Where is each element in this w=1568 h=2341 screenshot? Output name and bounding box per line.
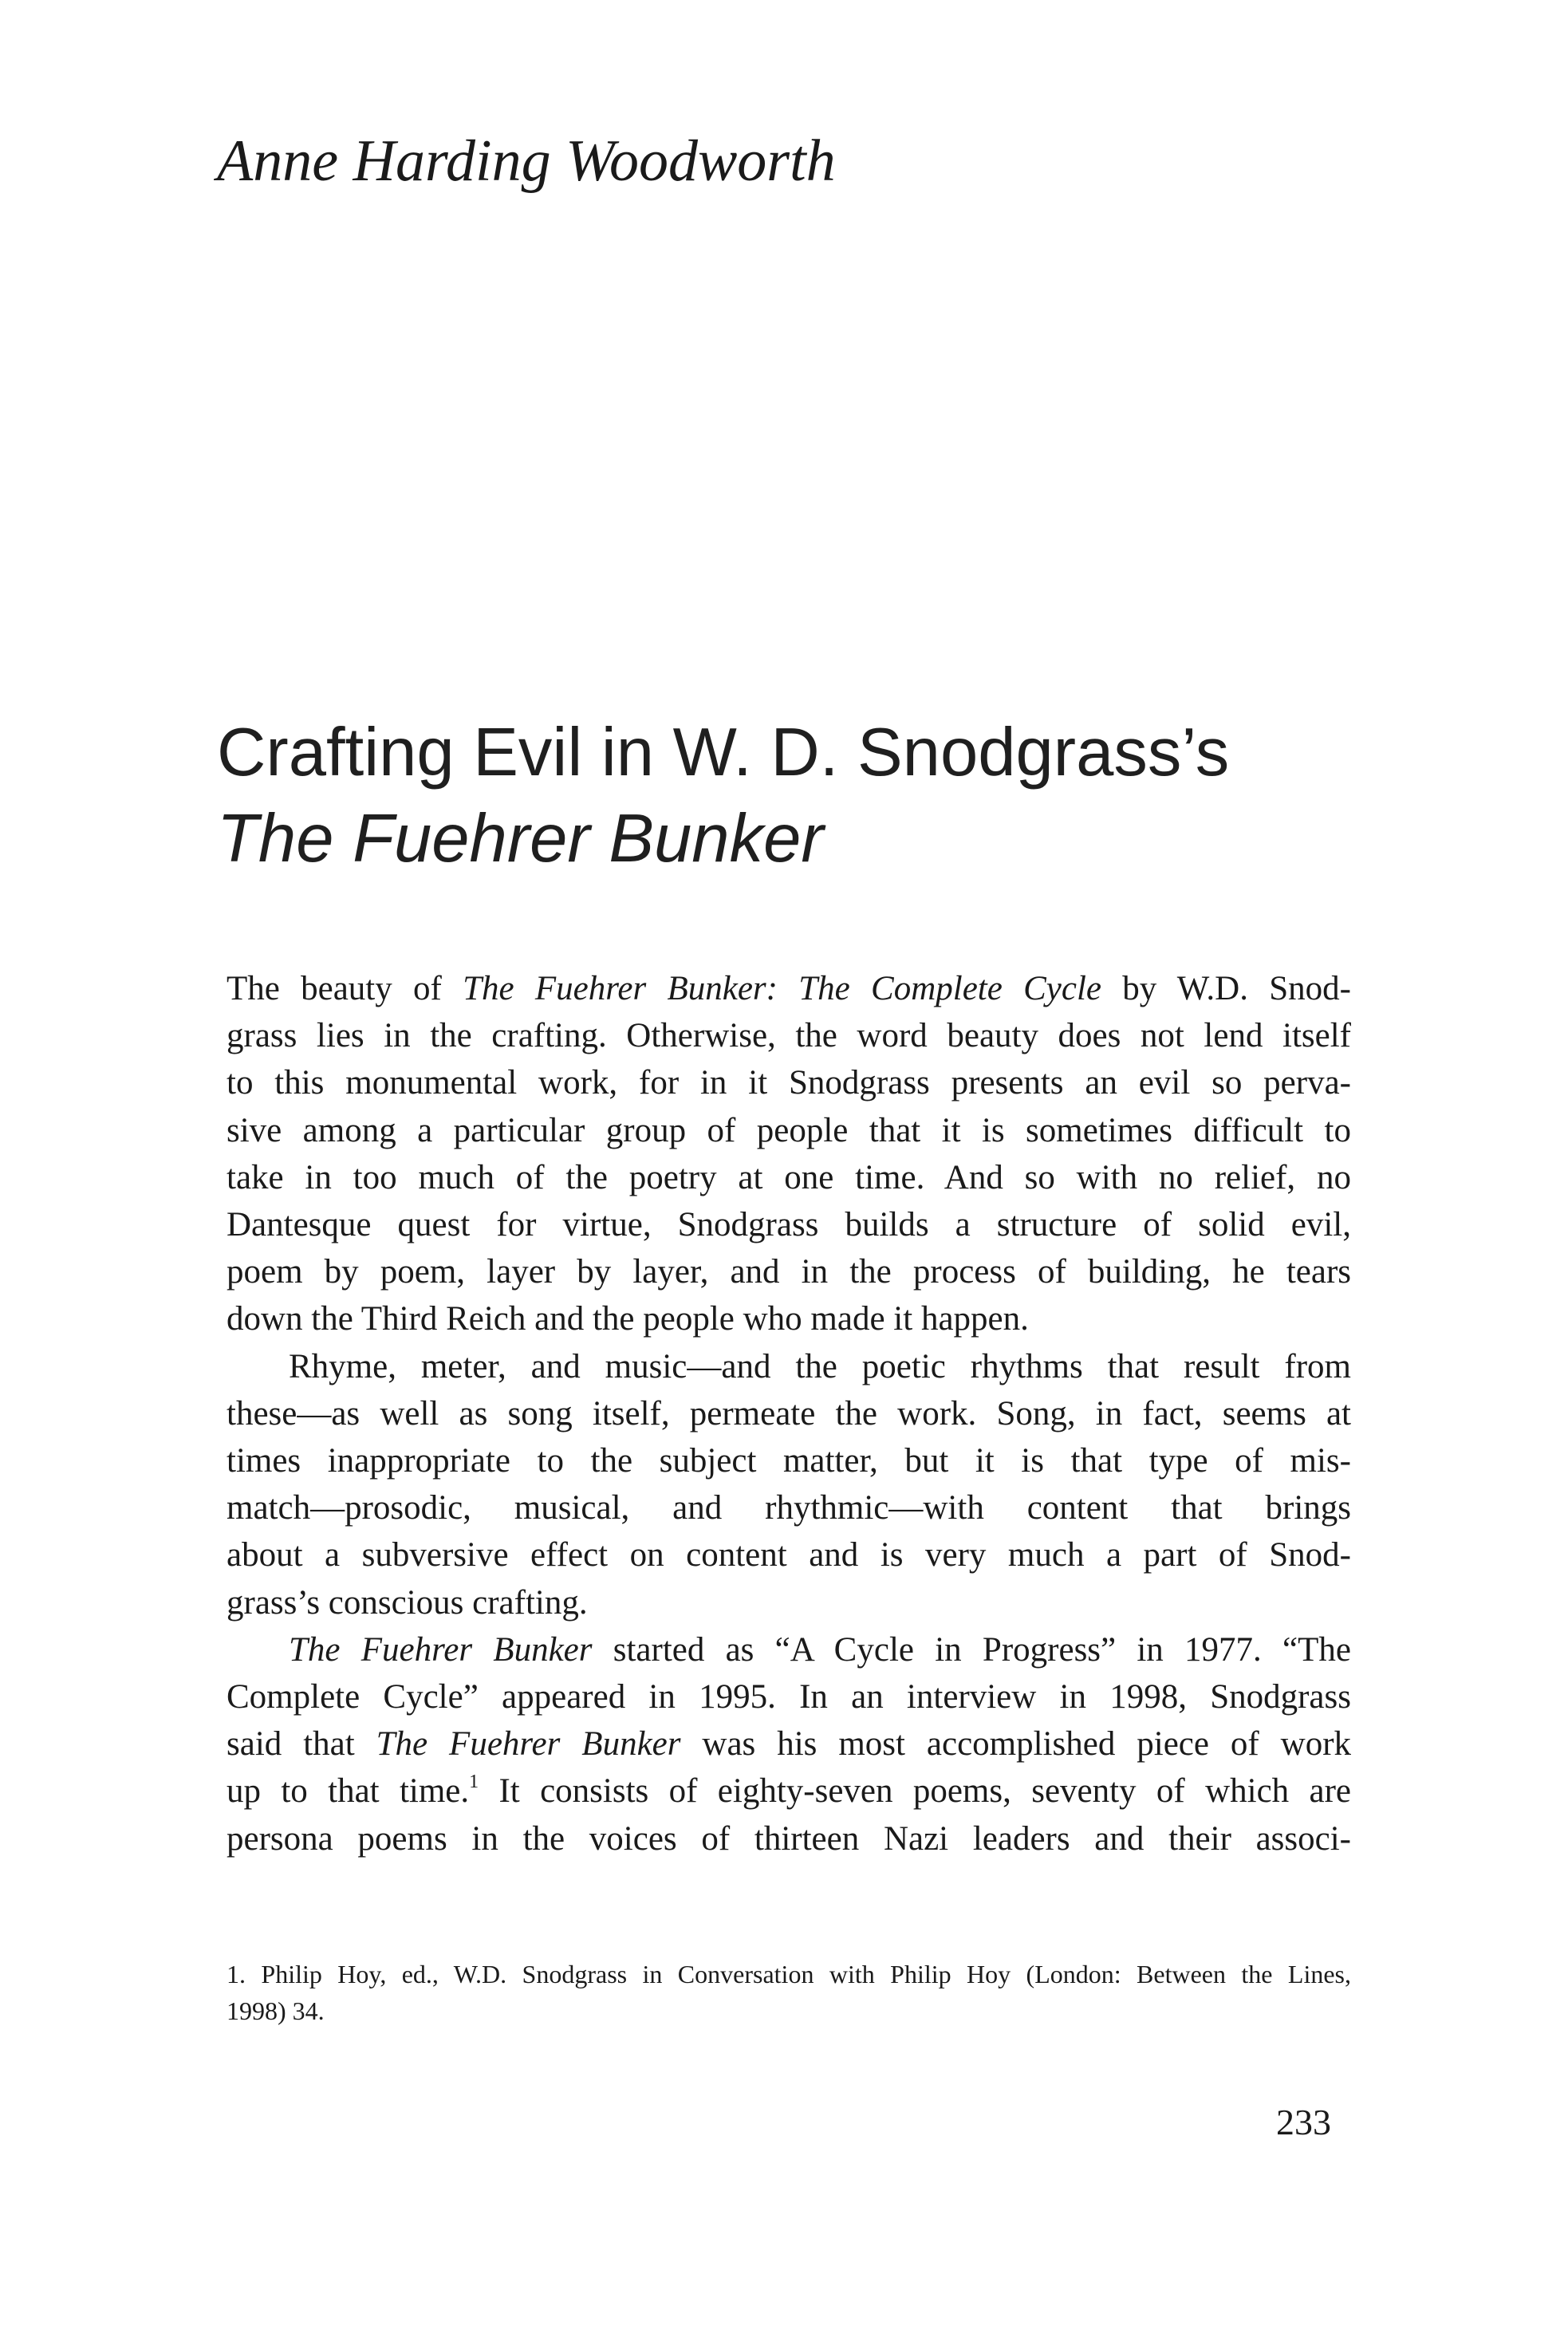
- footnote: [227, 1956, 1351, 2029]
- essay-title: [217, 710, 1229, 882]
- text-line: match—prosodic, musical, and rhythmic—with content that brings: [227, 1489, 1351, 1527]
- text-line: down the Third Reich and the people who made it happen.: [227, 1300, 1029, 1338]
- text-span: by W.D. Snod-: [1101, 970, 1351, 1007]
- title-line-1: Crafting Evil in W. D. Snodgrass’s: [217, 715, 1230, 790]
- title-line-2: The Fuehrer Bunker: [217, 801, 824, 877]
- text-span: said that: [227, 1725, 376, 1764]
- paragraph-3: [227, 1626, 1351, 1862]
- text-line: [227, 1720, 1351, 1768]
- text-span: started as “A Cycle in Progress” in 1977. “The: [592, 1630, 1351, 1669]
- text-line: [227, 1626, 1351, 1673]
- footnote-marker: 1: [469, 1772, 479, 1793]
- text-line: Complete Cycle” appeared in 1995. In an interview in 1998, Snodgrass: [227, 1678, 1351, 1716]
- running-header-author: Anne Harding Woodworth: [217, 128, 836, 194]
- book-title-italic: The Fuehrer Bunker: [289, 1630, 593, 1669]
- page-number: 233: [1276, 2102, 1331, 2142]
- text-line: [227, 965, 1351, 1012]
- body-text: [227, 965, 1351, 1862]
- text-line: persona poems in the voices of thirteen Nazi leaders and their associ-: [227, 1819, 1351, 1858]
- text-span: It consists of eighty-seven poems, seventy of which are: [479, 1772, 1351, 1811]
- text-line: Dantesque quest for virtue, Snodgrass builds a structure of solid evil,: [227, 1206, 1351, 1244]
- text-line: to this monumental work, for in it Snodgrass presents an evil so perva-: [227, 1064, 1351, 1102]
- text-line: poem by poem, layer by layer, and in the process of building, he tears: [227, 1253, 1351, 1291]
- paragraph-2: [227, 1343, 1351, 1626]
- footnote-line: 1998) 34.: [227, 1996, 325, 2025]
- text-line: grass’s conscious crafting.: [227, 1583, 588, 1622]
- book-title-italic: The Fuehrer Bunker: The Complete Cycle: [463, 970, 1101, 1007]
- text-span: The beauty of: [227, 970, 463, 1007]
- text-line: times inappropriate to the subject matter, but it is that type of mis-: [227, 1442, 1351, 1480]
- text-line: Rhyme, meter, and music—and the poetic rhythms that result from: [289, 1347, 1351, 1385]
- text-line: grass lies in the crafting. Otherwise, the word beauty does not lend itself: [227, 1017, 1351, 1055]
- text-line: sive among a particular group of people that it is sometimes difficult to: [227, 1111, 1351, 1149]
- paragraph-1: [227, 965, 1351, 1343]
- text-span: up to that time.: [227, 1772, 470, 1811]
- text-line: about a subversive effect on content and is very much a part of Snod-: [227, 1536, 1351, 1574]
- footnote-line: 1. Philip Hoy, ed., W.D. Snodgrass in Conversation with Philip Hoy (London: Between the Lines,: [227, 1960, 1351, 1988]
- text-span: was his most accomplished piece of work: [680, 1725, 1352, 1764]
- text-line: these—as well as song itself, permeate the work. Song, in fact, seems at: [227, 1394, 1351, 1433]
- text-line: take in too much of the poetry at one time. And so with no relief, no: [227, 1158, 1351, 1196]
- book-title-italic: The Fuehrer Bunker: [376, 1725, 681, 1764]
- text-line: [227, 1768, 1351, 1815]
